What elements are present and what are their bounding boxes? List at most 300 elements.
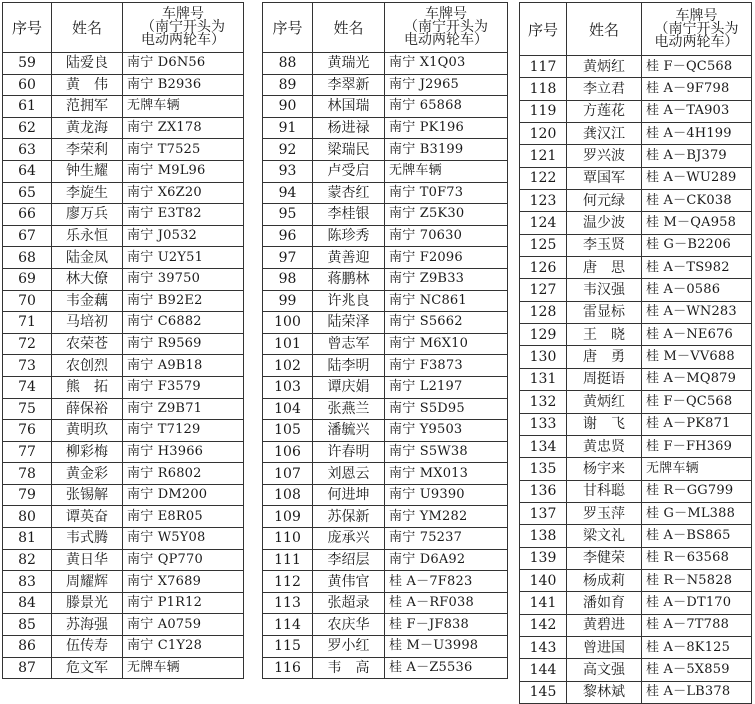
cell-plate: 南宁 U9390 [385,484,508,506]
cell-no: 137 [520,502,567,524]
cell-name: 韦金藕 [52,290,123,312]
cell-plate: 桂 M－QA958 [642,212,752,234]
table-row [3,247,244,269]
cell-no: 93 [263,160,313,182]
table-row [263,96,508,118]
cell-plate: 南宁 D6N56 [123,53,244,75]
cell-no: 118 [520,78,567,100]
cell-plate: 南宁 C6882 [123,312,244,334]
cell-no: 98 [263,268,313,290]
cell-plate: 南宁 L2197 [385,376,508,398]
cell-plate: 南宁 S5D95 [385,398,508,420]
cell-no: 62 [3,117,52,139]
cell-plate: 南宁 NC861 [385,290,508,312]
cell-name: 李翠新 [313,74,385,96]
table-row [520,681,752,703]
cell-name: 陈珍秀 [313,225,385,247]
cell-no: 144 [520,659,567,681]
cell-no: 91 [263,117,313,139]
cell-name: 龚汉江 [567,123,642,145]
cell-plate: 南宁 X7689 [123,571,244,593]
table-row [520,368,752,390]
cell-name: 张锡解 [52,484,123,506]
cell-name: 黎林斌 [567,681,642,703]
cell-name: 李健荣 [567,547,642,569]
cell-name: 柳彩梅 [52,441,123,463]
table-row [263,636,508,658]
cell-plate: 南宁 T7525 [123,139,244,161]
cell-no: 108 [263,484,313,506]
cell-plate: 南宁 F3873 [385,355,508,377]
table-row [520,56,752,78]
cell-plate: 桂 M－VV688 [642,346,752,368]
cell-plate: 桂 A－CK038 [642,190,752,212]
cell-name: 唐 思 [567,257,642,279]
cell-plate: 桂 F－JF838 [385,614,508,636]
cell-name: 方莲花 [567,100,642,122]
table-row [520,502,752,524]
cell-plate: 桂 R－63568 [642,547,752,569]
table-row [263,376,508,398]
cell-name: 李旋生 [52,182,123,204]
cell-no: 63 [3,139,52,161]
cell-plate: 桂 A－TS982 [642,257,752,279]
table-row [520,212,752,234]
cell-no: 120 [520,123,567,145]
cell-plate: 南宁 F2096 [385,247,508,269]
cell-plate: 南宁 MX013 [385,463,508,485]
cell-plate: 南宁 Y9503 [385,420,508,442]
cell-plate: 南宁 S5662 [385,312,508,334]
cell-plate: 桂 A－7T788 [642,614,752,636]
cell-name: 黄伟官 [313,571,385,593]
cell-name: 曾志军 [313,333,385,355]
cell-name: 许春明 [313,441,385,463]
cell-plate: 桂 F－QC568 [642,391,752,413]
plate-table-1 [2,2,244,679]
table-row [3,592,244,614]
table-row [263,53,508,75]
table-row [263,139,508,161]
table-row [263,463,508,485]
cell-name: 韦汉强 [567,279,642,301]
cell-name: 刘恩云 [313,463,385,485]
cell-plate: 南宁 F3579 [123,376,244,398]
table-row [520,234,752,256]
cell-plate: 南宁 H3966 [123,441,244,463]
cell-name: 陆金凤 [52,247,123,269]
cell-no: 67 [3,225,52,247]
cell-no: 122 [520,167,567,189]
cell-no: 138 [520,525,567,547]
cell-name: 覃国军 [567,167,642,189]
table-row [263,528,508,550]
cell-name: 雷显标 [567,301,642,323]
cell-no: 139 [520,547,567,569]
cell-plate: 南宁 QP770 [123,549,244,571]
header-name: 姓名 [313,3,385,53]
cell-no: 128 [520,301,567,323]
table-row [520,301,752,323]
cell-name: 黄炳红 [567,56,642,78]
cell-name: 周耀辉 [52,571,123,593]
cell-no: 121 [520,145,567,167]
cell-plate: 南宁 M6X10 [385,333,508,355]
plate-table-2 [262,2,508,679]
table-row [520,480,752,502]
cell-plate: 南宁 J2965 [385,74,508,96]
cell-plate: 南宁 T7129 [123,420,244,442]
table-row [3,528,244,550]
cell-plate: 南宁 W5Y08 [123,528,244,550]
table-row [3,268,244,290]
cell-no: 80 [3,506,52,528]
cell-name: 黄 伟 [52,74,123,96]
table-row [520,346,752,368]
cell-name: 甘科聪 [567,480,642,502]
cell-name: 黄龙海 [52,117,123,139]
cell-name: 李荣利 [52,139,123,161]
table-row [520,391,752,413]
cell-no: 89 [263,74,313,96]
cell-no: 79 [3,484,52,506]
cell-no: 65 [3,182,52,204]
header-plate [123,3,244,53]
cell-no: 130 [520,346,567,368]
table-row [3,376,244,398]
table-row [263,160,508,182]
cell-no: 59 [3,53,52,75]
cell-no: 106 [263,441,313,463]
cell-name: 张燕兰 [313,398,385,420]
cell-plate: 桂 A－9F798 [642,78,752,100]
table-row [263,225,508,247]
cell-plate: 南宁 R9569 [123,333,244,355]
table-row [3,290,244,312]
cell-name: 危文军 [52,657,123,679]
cell-name: 钟生耀 [52,160,123,182]
cell-no: 68 [3,247,52,269]
cell-no: 72 [3,333,52,355]
cell-plate: 桂 A－WU289 [642,167,752,189]
cell-no: 61 [3,96,52,118]
cell-no: 100 [263,312,313,334]
table-row [3,160,244,182]
cell-name: 卢受启 [313,160,385,182]
cell-plate: 南宁 ZX178 [123,117,244,139]
table-row [263,506,508,528]
cell-name: 罗兴波 [567,145,642,167]
cell-plate: 桂 A－MQ879 [642,368,752,390]
header-row [3,3,244,53]
header-plate-line1: 车牌号 [675,7,718,24]
cell-plate: 无牌车辆 [642,458,752,480]
cell-plate: 桂 A－WN283 [642,301,752,323]
cell-no: 81 [3,528,52,550]
table-row [263,333,508,355]
cell-name: 蒋鹏林 [313,268,385,290]
table-row [263,398,508,420]
cell-name: 黄瑞光 [313,53,385,75]
cell-name: 黄碧进 [567,614,642,636]
cell-no: 109 [263,506,313,528]
cell-plate: 南宁 Z9B71 [123,398,244,420]
cell-name: 陆李明 [313,355,385,377]
cell-no: 143 [520,636,567,658]
cell-plate: 南宁 S5W38 [385,441,508,463]
cell-name: 苏保新 [313,506,385,528]
cell-no: 110 [263,528,313,550]
table-row [3,355,244,377]
cell-no: 140 [520,569,567,591]
cell-name: 农荣苍 [52,333,123,355]
cell-no: 126 [520,257,567,279]
cell-name: 黄忠贤 [567,435,642,457]
header-plate-line3: 电动两轮车） [141,32,225,48]
table-row [520,324,752,346]
cell-plate: 南宁 C1Y28 [123,636,244,658]
table-row [263,355,508,377]
header-plate-line1: 车牌号 [162,6,204,22]
cell-plate: 无牌车辆 [123,96,244,118]
table-row [3,312,244,334]
cell-no: 82 [3,549,52,571]
cell-no: 85 [3,614,52,636]
header-plate-line3: 电动两轮车） [654,33,739,50]
cell-no: 84 [3,592,52,614]
cell-plate: 南宁 R6802 [123,463,244,485]
table-body [520,56,752,704]
cell-no: 131 [520,368,567,390]
cell-plate: 南宁 U2Y51 [123,247,244,269]
cell-name: 李绍层 [313,549,385,571]
cell-name: 罗小红 [313,636,385,658]
cell-no: 97 [263,247,313,269]
table-row [263,420,508,442]
cell-name: 乐永恒 [52,225,123,247]
cell-no: 66 [3,204,52,226]
cell-plate: 桂 A－5X859 [642,659,752,681]
table-row [3,614,244,636]
cell-name: 滕景光 [52,592,123,614]
cell-no: 123 [520,190,567,212]
table-row [520,435,752,457]
cell-no: 124 [520,212,567,234]
cell-plate: 南宁 A9B18 [123,355,244,377]
cell-name: 谢 飞 [567,413,642,435]
header-name: 姓名 [567,3,642,56]
cell-no: 125 [520,234,567,256]
cell-no: 64 [3,160,52,182]
cell-no: 104 [263,398,313,420]
cell-plate: 南宁 Z9B33 [385,268,508,290]
table-row [263,74,508,96]
table-row [3,506,244,528]
cell-name: 陆爱良 [52,53,123,75]
cell-name: 林大僚 [52,268,123,290]
header-plate-line2: （南宁开头为 [654,20,739,37]
cell-no: 145 [520,681,567,703]
cell-name: 梁瑞民 [313,139,385,161]
cell-no: 116 [263,657,313,679]
table-row [3,398,244,420]
table-row [520,525,752,547]
cell-name: 黄炳红 [567,391,642,413]
cell-plate: 桂 F－QC568 [642,56,752,78]
header-name: 姓名 [52,3,123,53]
cell-plate: 桂 F－FH369 [642,435,752,457]
cell-no: 117 [520,56,567,78]
cell-no: 83 [3,571,52,593]
cell-plate: 无牌车辆 [385,160,508,182]
cell-plate: 桂 A－TA903 [642,100,752,122]
cell-no: 77 [3,441,52,463]
table-row [263,549,508,571]
cell-name: 马培初 [52,312,123,334]
cell-plate: 无牌车辆 [123,657,244,679]
cell-no: 92 [263,139,313,161]
cell-plate: 南宁 70630 [385,225,508,247]
cell-plate: 桂 G－ML388 [642,502,752,524]
cell-plate: 南宁 65868 [385,96,508,118]
cell-name: 王 晓 [567,324,642,346]
cell-plate: 南宁 E3T82 [123,204,244,226]
cell-plate: 南宁 Z5K30 [385,204,508,226]
cell-name: 曾进国 [567,636,642,658]
cell-plate: 桂 A－BJ379 [642,145,752,167]
cell-name: 林国瑞 [313,96,385,118]
table-row [3,225,244,247]
cell-no: 114 [263,614,313,636]
cell-name: 陆荣泽 [313,312,385,334]
header-plate [642,3,752,56]
table-row [520,145,752,167]
table-row [3,333,244,355]
table-row [263,247,508,269]
cell-plate: 南宁 E8R05 [123,506,244,528]
cell-no: 132 [520,391,567,413]
cell-name: 韦式腾 [52,528,123,550]
cell-no: 87 [3,657,52,679]
cell-plate: 桂 A－Z5536 [385,657,508,679]
table-row [3,549,244,571]
cell-plate: 桂 A－BS865 [642,525,752,547]
cell-plate: 桂 A－0586 [642,279,752,301]
cell-plate: 南宁 39750 [123,268,244,290]
cell-name: 李立君 [567,78,642,100]
cell-no: 111 [263,549,313,571]
cell-no: 76 [3,420,52,442]
table-row [520,659,752,681]
cell-name: 薛保裕 [52,398,123,420]
cell-name: 伍传寿 [52,636,123,658]
table-row [263,182,508,204]
cell-plate: 南宁 M9L96 [123,160,244,182]
cell-no: 112 [263,571,313,593]
cell-no: 115 [263,636,313,658]
table-row [3,182,244,204]
cell-name: 李桂银 [313,204,385,226]
table-row [263,657,508,679]
table-row [520,167,752,189]
cell-plate: 桂 A－NE676 [642,324,752,346]
plate-table-3 [519,2,752,704]
cell-plate: 南宁 D6A92 [385,549,508,571]
cell-no: 127 [520,279,567,301]
cell-name: 范拥军 [52,96,123,118]
cell-name: 杨宇来 [567,458,642,480]
cell-no: 74 [3,376,52,398]
table-row [520,279,752,301]
table-row [520,614,752,636]
cell-name: 杨进禄 [313,117,385,139]
table-row [520,257,752,279]
cell-plate: 南宁 DM200 [123,484,244,506]
table-row [263,312,508,334]
cell-name: 黄善迎 [313,247,385,269]
header-no: 序号 [263,3,313,53]
cell-name: 潘如育 [567,592,642,614]
cell-plate: 桂 A－7F823 [385,571,508,593]
table-row [520,458,752,480]
cell-no: 113 [263,592,313,614]
cell-name: 蒙杏红 [313,182,385,204]
cell-no: 142 [520,614,567,636]
cell-no: 101 [263,333,313,355]
table-row [263,592,508,614]
table-row [520,592,752,614]
cell-name: 温少波 [567,212,642,234]
header-plate-line3: 电动两轮车） [404,32,488,48]
cell-plate: 桂 R－N5828 [642,569,752,591]
cell-no: 133 [520,413,567,435]
cell-plate: 桂 A－8K125 [642,636,752,658]
cell-no: 129 [520,324,567,346]
header-row [263,3,508,53]
cell-name: 农庆华 [313,614,385,636]
table-row [263,117,508,139]
cell-name: 谭英奋 [52,506,123,528]
table-row [520,636,752,658]
header-plate-line2: （南宁开头为 [141,19,225,35]
table-row [3,53,244,75]
header-plate-line2: （南宁开头为 [404,19,488,35]
cell-no: 60 [3,74,52,96]
table-row [520,413,752,435]
cell-name: 黄日华 [52,549,123,571]
table-row [3,484,244,506]
cell-name: 农创烈 [52,355,123,377]
table-row [3,74,244,96]
cell-plate: 南宁 A0759 [123,614,244,636]
cell-no: 134 [520,435,567,457]
cell-no: 102 [263,355,313,377]
table-row [520,100,752,122]
cell-no: 96 [263,225,313,247]
cell-plate: 南宁 X6Z20 [123,182,244,204]
table-row [3,420,244,442]
table-row [3,636,244,658]
cell-plate: 南宁 75237 [385,528,508,550]
cell-no: 99 [263,290,313,312]
table-row [520,123,752,145]
cell-name: 李玉贤 [567,234,642,256]
cell-name: 庞承兴 [313,528,385,550]
cell-plate: 南宁 P1R12 [123,592,244,614]
cell-name: 韦 高 [313,657,385,679]
cell-name: 黄明玖 [52,420,123,442]
table-row [263,614,508,636]
